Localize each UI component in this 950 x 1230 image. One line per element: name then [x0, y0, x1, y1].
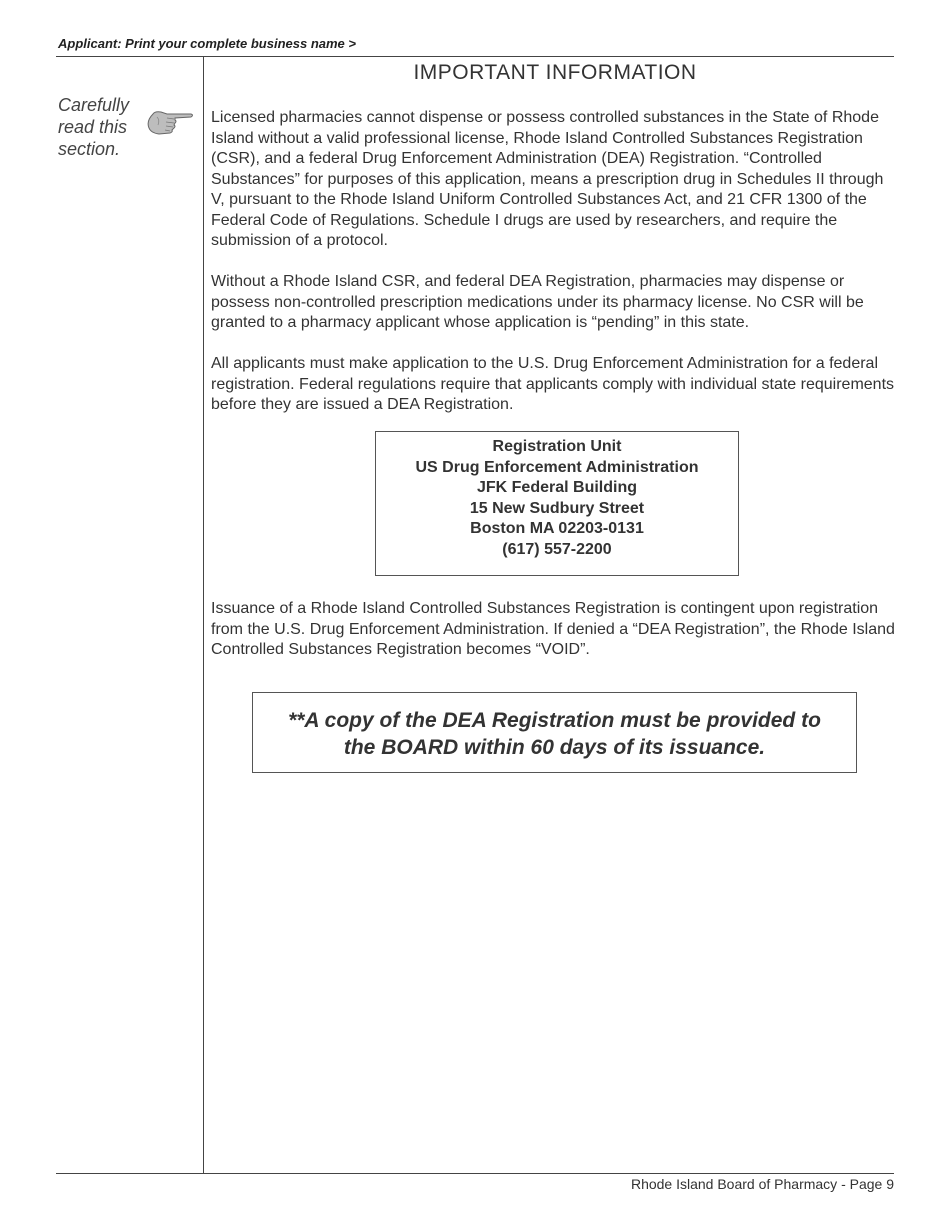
notice-line: the BOARD within 60 days of its issuance.	[343, 736, 766, 759]
address-line: JFK Federal Building	[476, 479, 637, 496]
sidebar-note-line: section.	[58, 139, 121, 159]
address-line: US Drug Enforcement Administration	[415, 458, 699, 476]
address-line: Registration Unit	[492, 438, 622, 455]
info-paragraph: Issuance of a Rhode Island Controlled Substances Registration is contingent upon registration from the U.S. Drug Enforcement Administration. If denied a “DEA Registration”, the Rhode Island Controlled Substances Registration becomes “VOID”.	[211, 600, 895, 658]
header-divider	[56, 56, 894, 57]
address-line: 15 New Sudbury Street	[469, 499, 645, 517]
pointing-hand-icon	[145, 108, 195, 136]
column-divider	[203, 57, 204, 1173]
notice-line: **A copy of the DEA Registration must be provided to	[288, 709, 821, 732]
sidebar-note-line: Carefully	[58, 95, 130, 115]
sidebar-note	[58, 94, 148, 160]
address-line: Boston MA 02203-0131	[470, 520, 644, 537]
page-footer: Rhode Island Board of Pharmacy - Page 9	[630, 1176, 894, 1192]
info-paragraph: Without a Rhode Island CSR, and federal DEA Registration, pharmacies may dispense or possess non-controlled prescription medications under its pharmacy license. No CSR will be granted to a pharmacy applicant whose application is “pending” in this state.	[211, 273, 864, 331]
info-paragraph: Licensed pharmacies cannot dispense or possess controlled substances in the State of Rhode Island without a valid professional license, Rhode Island Controlled Substances Registration (CSR), and a federal Drug Enforcement Administration (DEA) Registration. “Controlled Substances” for purposes of this application, means a prescription drug in Schedules II through V, pursuant to the Rhode Island Uniform Controlled Substances Act, and 21 CFR 1300 of the Federal Code of Regulations. Schedule I drugs are used by researchers, and require the submission of a protocol.	[211, 109, 884, 249]
dea-address-box	[375, 431, 739, 576]
dea-copy-notice	[252, 692, 857, 773]
sidebar-note-line: read this	[58, 117, 128, 137]
page-title: IMPORTANT INFORMATION	[413, 61, 697, 84]
address-phone: (617) 557-2200	[502, 540, 612, 558]
applicant-business-name-label: Applicant: Print your complete business name >	[58, 36, 356, 51]
info-paragraph: All applicants must make application to the U.S. Drug Enforcement Administration for a federal registration. Federal regulations require that applicants comply with individual state requirements before they are issued a DEA Registration.	[211, 355, 895, 413]
footer-divider	[56, 1173, 894, 1174]
